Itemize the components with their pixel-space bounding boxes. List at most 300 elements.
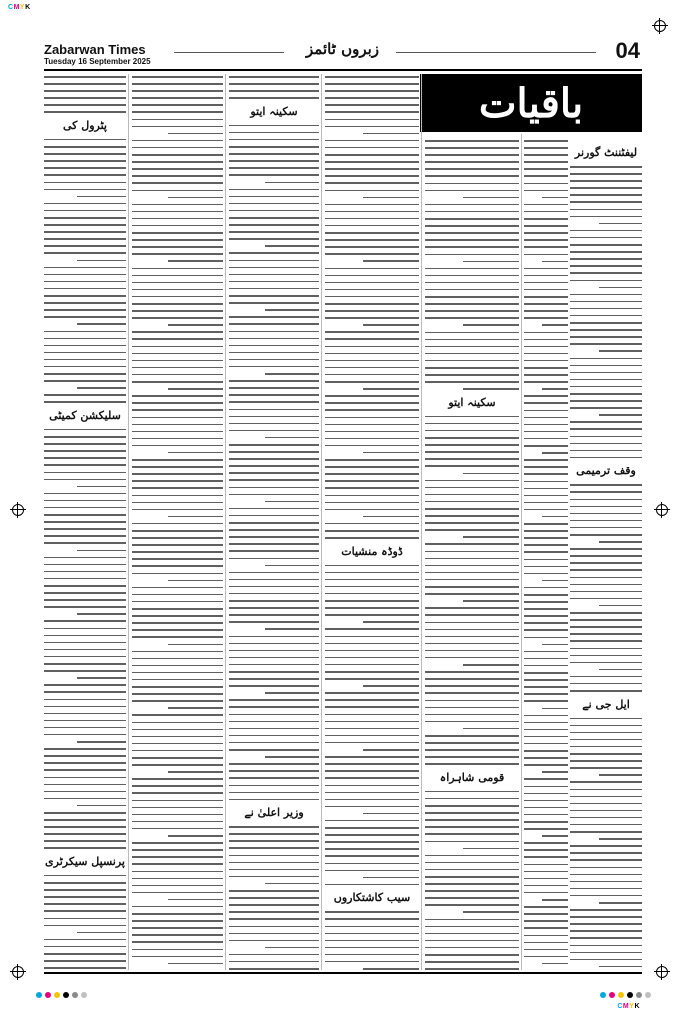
text-line [325, 409, 419, 411]
text-line [44, 875, 126, 877]
text-line [325, 190, 419, 192]
text-line [363, 452, 419, 454]
text-line [265, 947, 319, 949]
text-line [44, 670, 126, 672]
text-line [570, 718, 642, 720]
text-line [229, 387, 319, 389]
text-line [44, 578, 126, 580]
text-line [524, 495, 568, 497]
text-line [132, 636, 223, 638]
text-line [229, 770, 319, 772]
text-line [77, 486, 126, 488]
text-line [599, 966, 642, 968]
text-line [325, 614, 419, 616]
text-line [132, 381, 223, 383]
text-line [325, 636, 419, 638]
text-line [524, 289, 568, 291]
text-line [425, 558, 519, 560]
text-line [425, 579, 519, 581]
text-line [570, 909, 642, 911]
text-line [325, 643, 419, 645]
text-line [542, 580, 568, 582]
text-line [425, 204, 519, 206]
text-line [325, 140, 419, 142]
text-line [425, 756, 519, 758]
text-line [363, 877, 419, 879]
text-line [599, 774, 642, 776]
text-line [524, 544, 568, 546]
text-line [44, 748, 126, 750]
text-line [425, 239, 519, 241]
text-line [229, 451, 319, 453]
text-line [425, 805, 519, 807]
article-text-block [425, 791, 519, 970]
text-line [229, 352, 319, 354]
article-text-block [524, 140, 568, 970]
text-line [229, 274, 319, 276]
text-line [132, 849, 223, 851]
text-line [524, 509, 568, 511]
text-line [542, 644, 568, 646]
text-line [229, 600, 319, 602]
color-swatch-dot [36, 992, 42, 998]
text-line [325, 509, 419, 511]
text-line [570, 591, 642, 593]
text-line [44, 472, 126, 474]
text-line [363, 388, 419, 390]
text-line [425, 508, 519, 510]
text-line [229, 231, 319, 233]
text-line [132, 892, 223, 894]
text-line [425, 529, 519, 531]
text-line [570, 457, 642, 459]
text-line [325, 487, 419, 489]
text-line [570, 237, 642, 239]
text-line [132, 317, 223, 319]
text-line [425, 268, 519, 270]
text-line [229, 338, 319, 340]
text-line [44, 302, 126, 304]
text-line [44, 889, 126, 891]
text-line [132, 949, 223, 951]
text-line [425, 897, 519, 899]
text-line [325, 360, 419, 362]
text-line [132, 509, 223, 511]
text-line [524, 353, 568, 355]
text-line [570, 336, 642, 338]
color-swatch-dot [54, 992, 60, 998]
text-line [229, 621, 319, 623]
text-line [325, 353, 419, 355]
text-line [570, 852, 642, 854]
text-line [132, 331, 223, 333]
text-line [325, 940, 419, 942]
text-line [44, 316, 126, 318]
text-line [132, 863, 223, 865]
masthead-rule-right [396, 52, 596, 53]
column-divider [128, 74, 129, 970]
text-line [524, 736, 568, 738]
text-line [425, 140, 519, 142]
text-line [425, 339, 519, 341]
masthead-rule-left [174, 52, 284, 53]
text-line [229, 359, 319, 361]
text-line [229, 160, 319, 162]
text-line [524, 608, 568, 610]
text-line [524, 927, 568, 929]
text-line [229, 785, 319, 787]
text-line [229, 911, 319, 913]
text-line [425, 833, 519, 835]
text-line [325, 834, 419, 836]
text-line [132, 374, 223, 376]
text-line [570, 400, 642, 402]
text-line [325, 699, 419, 701]
text-line [44, 777, 126, 779]
text-line [325, 154, 419, 156]
text-line [132, 594, 223, 596]
text-line [229, 968, 319, 970]
text-line [229, 479, 319, 481]
text-line [570, 648, 642, 650]
text-line [44, 939, 126, 941]
text-line [44, 564, 126, 566]
text-line [325, 785, 419, 787]
text-line [132, 346, 223, 348]
text-line [229, 550, 319, 552]
text-line [524, 722, 568, 724]
text-line [325, 466, 419, 468]
text-line [325, 76, 419, 78]
text-line [570, 767, 642, 769]
text-line [425, 451, 519, 453]
text-line [44, 111, 126, 113]
text-line [44, 274, 126, 276]
text-line [425, 310, 519, 312]
text-line [570, 548, 642, 550]
text-line [44, 521, 126, 523]
text-line [229, 394, 319, 396]
text-line [229, 423, 319, 425]
text-line [325, 848, 419, 850]
text-line [77, 196, 126, 198]
text-line [570, 584, 642, 586]
text-line [44, 812, 126, 814]
text-line [325, 863, 419, 865]
text-line [524, 665, 568, 667]
text-line [229, 401, 319, 403]
text-line [570, 166, 642, 168]
text-line [570, 598, 642, 600]
text-line [425, 721, 519, 723]
text-line [229, 90, 319, 92]
text-line [524, 942, 568, 944]
text-line [44, 798, 126, 800]
text-line [44, 571, 126, 573]
text-line [229, 409, 319, 411]
text-line [570, 690, 642, 692]
text-line [425, 643, 519, 645]
text-line [325, 742, 419, 744]
text-line [132, 253, 223, 255]
column-divider [321, 74, 322, 970]
text-line [425, 629, 519, 631]
text-line [524, 757, 568, 759]
text-line [425, 657, 519, 659]
text-line [524, 530, 568, 532]
text-line [570, 187, 642, 189]
text-line [44, 896, 126, 898]
text-line [570, 450, 642, 452]
text-line [132, 161, 223, 163]
article-text-block [44, 139, 126, 403]
article-text-block [325, 911, 419, 970]
text-line [132, 338, 223, 340]
text-line [570, 506, 642, 508]
text-line [229, 203, 319, 205]
text-line [463, 664, 519, 666]
text-line [44, 245, 126, 247]
text-line [168, 133, 223, 135]
text-line [570, 421, 642, 423]
registration-mark-bottom-left [12, 966, 24, 978]
text-line [265, 565, 319, 567]
text-line [132, 360, 223, 362]
text-line [570, 753, 642, 755]
text-line [425, 374, 519, 376]
text-line [77, 741, 126, 743]
text-line [229, 918, 319, 920]
text-line [229, 316, 319, 318]
text-line [570, 329, 642, 331]
text-line [229, 586, 319, 588]
text-line [229, 685, 319, 687]
text-line [229, 125, 319, 127]
text-line [325, 303, 419, 305]
text-line [44, 635, 126, 637]
article-text-block [44, 875, 126, 970]
text-line [168, 963, 223, 965]
text-line [325, 473, 419, 475]
text-line [524, 310, 568, 312]
text-line [524, 601, 568, 603]
text-line [132, 523, 223, 525]
text-line [363, 260, 419, 262]
text-line [425, 869, 519, 871]
text-line [524, 892, 568, 894]
text-line [132, 821, 223, 823]
text-line [229, 281, 319, 283]
text-line [325, 706, 419, 708]
text-line [570, 803, 642, 805]
text-line [132, 466, 223, 468]
text-line [229, 593, 319, 595]
text-line [325, 268, 419, 270]
text-line [425, 437, 519, 439]
text-line [132, 367, 223, 369]
text-line [524, 615, 568, 617]
text-line [425, 232, 519, 234]
cmyk-registration-label: CMYK [8, 4, 31, 11]
headline: ایل جی نے [582, 697, 630, 711]
text-line [132, 856, 223, 858]
text-line [132, 934, 223, 936]
header-rule [44, 69, 642, 71]
registration-mark-bottom-right [656, 966, 668, 978]
text-line [325, 650, 419, 652]
text-line [570, 216, 642, 218]
text-line [44, 599, 126, 601]
text-line [542, 708, 568, 710]
text-line [524, 935, 568, 937]
text-line [44, 649, 126, 651]
text-line [44, 267, 126, 269]
text-line [229, 847, 319, 849]
text-line [229, 558, 319, 560]
text-line [363, 749, 419, 751]
text-line [570, 180, 642, 182]
text-line [132, 168, 223, 170]
text-line [77, 387, 126, 389]
article-text-block [229, 125, 319, 800]
text-line [132, 296, 223, 298]
text-line [132, 941, 223, 943]
text-line [524, 232, 568, 234]
text-line [132, 83, 223, 85]
text-line [524, 871, 568, 873]
text-line [44, 345, 126, 347]
text-line [325, 246, 419, 248]
text-line [132, 119, 223, 121]
text-line [363, 324, 419, 326]
text-line [168, 260, 223, 262]
text-line [229, 146, 319, 148]
text-line [132, 417, 223, 419]
text-line [132, 587, 223, 589]
text-line [599, 287, 642, 289]
text-line [229, 904, 319, 906]
text-line [229, 83, 319, 85]
text-line [44, 90, 126, 92]
text-line [132, 842, 223, 844]
text-line [325, 289, 419, 291]
text-line [132, 750, 223, 752]
text-line [425, 926, 519, 928]
text-line [325, 911, 419, 913]
text-line [425, 933, 519, 935]
text-line [229, 174, 319, 176]
text-line [44, 104, 126, 106]
text-line [542, 835, 568, 837]
text-line [132, 147, 223, 149]
text-line [524, 190, 568, 192]
text-line [524, 800, 568, 802]
text-line [425, 819, 519, 821]
text-line [570, 491, 642, 493]
text-line [524, 679, 568, 681]
color-swatch-dot [63, 992, 69, 998]
text-line [524, 842, 568, 844]
text-line [524, 856, 568, 858]
text-line [44, 352, 126, 354]
text-line [570, 676, 642, 678]
text-line [44, 189, 126, 191]
text-line [570, 527, 642, 529]
text-line [229, 855, 319, 857]
text-line [524, 395, 568, 397]
text-line [425, 593, 519, 595]
text-line [168, 899, 223, 901]
text-line [132, 785, 223, 787]
text-line [524, 566, 568, 568]
text-line [363, 685, 419, 687]
text-line [325, 83, 419, 85]
text-line [44, 139, 126, 141]
text-line [425, 841, 519, 843]
text-line [44, 903, 126, 905]
text-line [570, 959, 642, 961]
text-line [524, 793, 568, 795]
text-line [524, 275, 568, 277]
article-text-block [425, 140, 519, 390]
text-line [132, 700, 223, 702]
text-line [425, 940, 519, 942]
text-line [425, 367, 519, 369]
text-line [325, 275, 419, 277]
text-line [570, 386, 642, 388]
text-line [463, 388, 519, 390]
text-line [132, 303, 223, 305]
text-line [44, 925, 126, 927]
text-line [570, 244, 642, 246]
text-line [524, 303, 568, 305]
text-line [425, 296, 519, 298]
text-line [229, 579, 319, 581]
text-line [229, 331, 319, 333]
text-line [229, 869, 319, 871]
text-line [265, 309, 319, 311]
text-line [229, 260, 319, 262]
text-line [44, 338, 126, 340]
text-line [132, 615, 223, 617]
text-line [325, 586, 419, 588]
text-line [570, 209, 642, 211]
text-line [229, 366, 319, 368]
text-line [325, 664, 419, 666]
text-line [325, 714, 419, 716]
text-line [44, 720, 126, 722]
text-line [229, 196, 319, 198]
text-line [44, 762, 126, 764]
text-line [229, 238, 319, 240]
text-line [325, 495, 419, 497]
article-column-3 [229, 76, 319, 970]
text-line [132, 828, 223, 830]
text-line [229, 153, 319, 155]
text-line [132, 736, 223, 738]
text-line [132, 409, 223, 411]
text-line [77, 805, 126, 807]
text-line [44, 684, 126, 686]
color-swatch-dot [600, 992, 606, 998]
text-line [524, 807, 568, 809]
text-line [229, 890, 319, 892]
article-column-4 [325, 76, 419, 970]
text-line [425, 961, 519, 963]
text-line [229, 472, 319, 474]
text-line [425, 346, 519, 348]
text-line [44, 606, 126, 608]
